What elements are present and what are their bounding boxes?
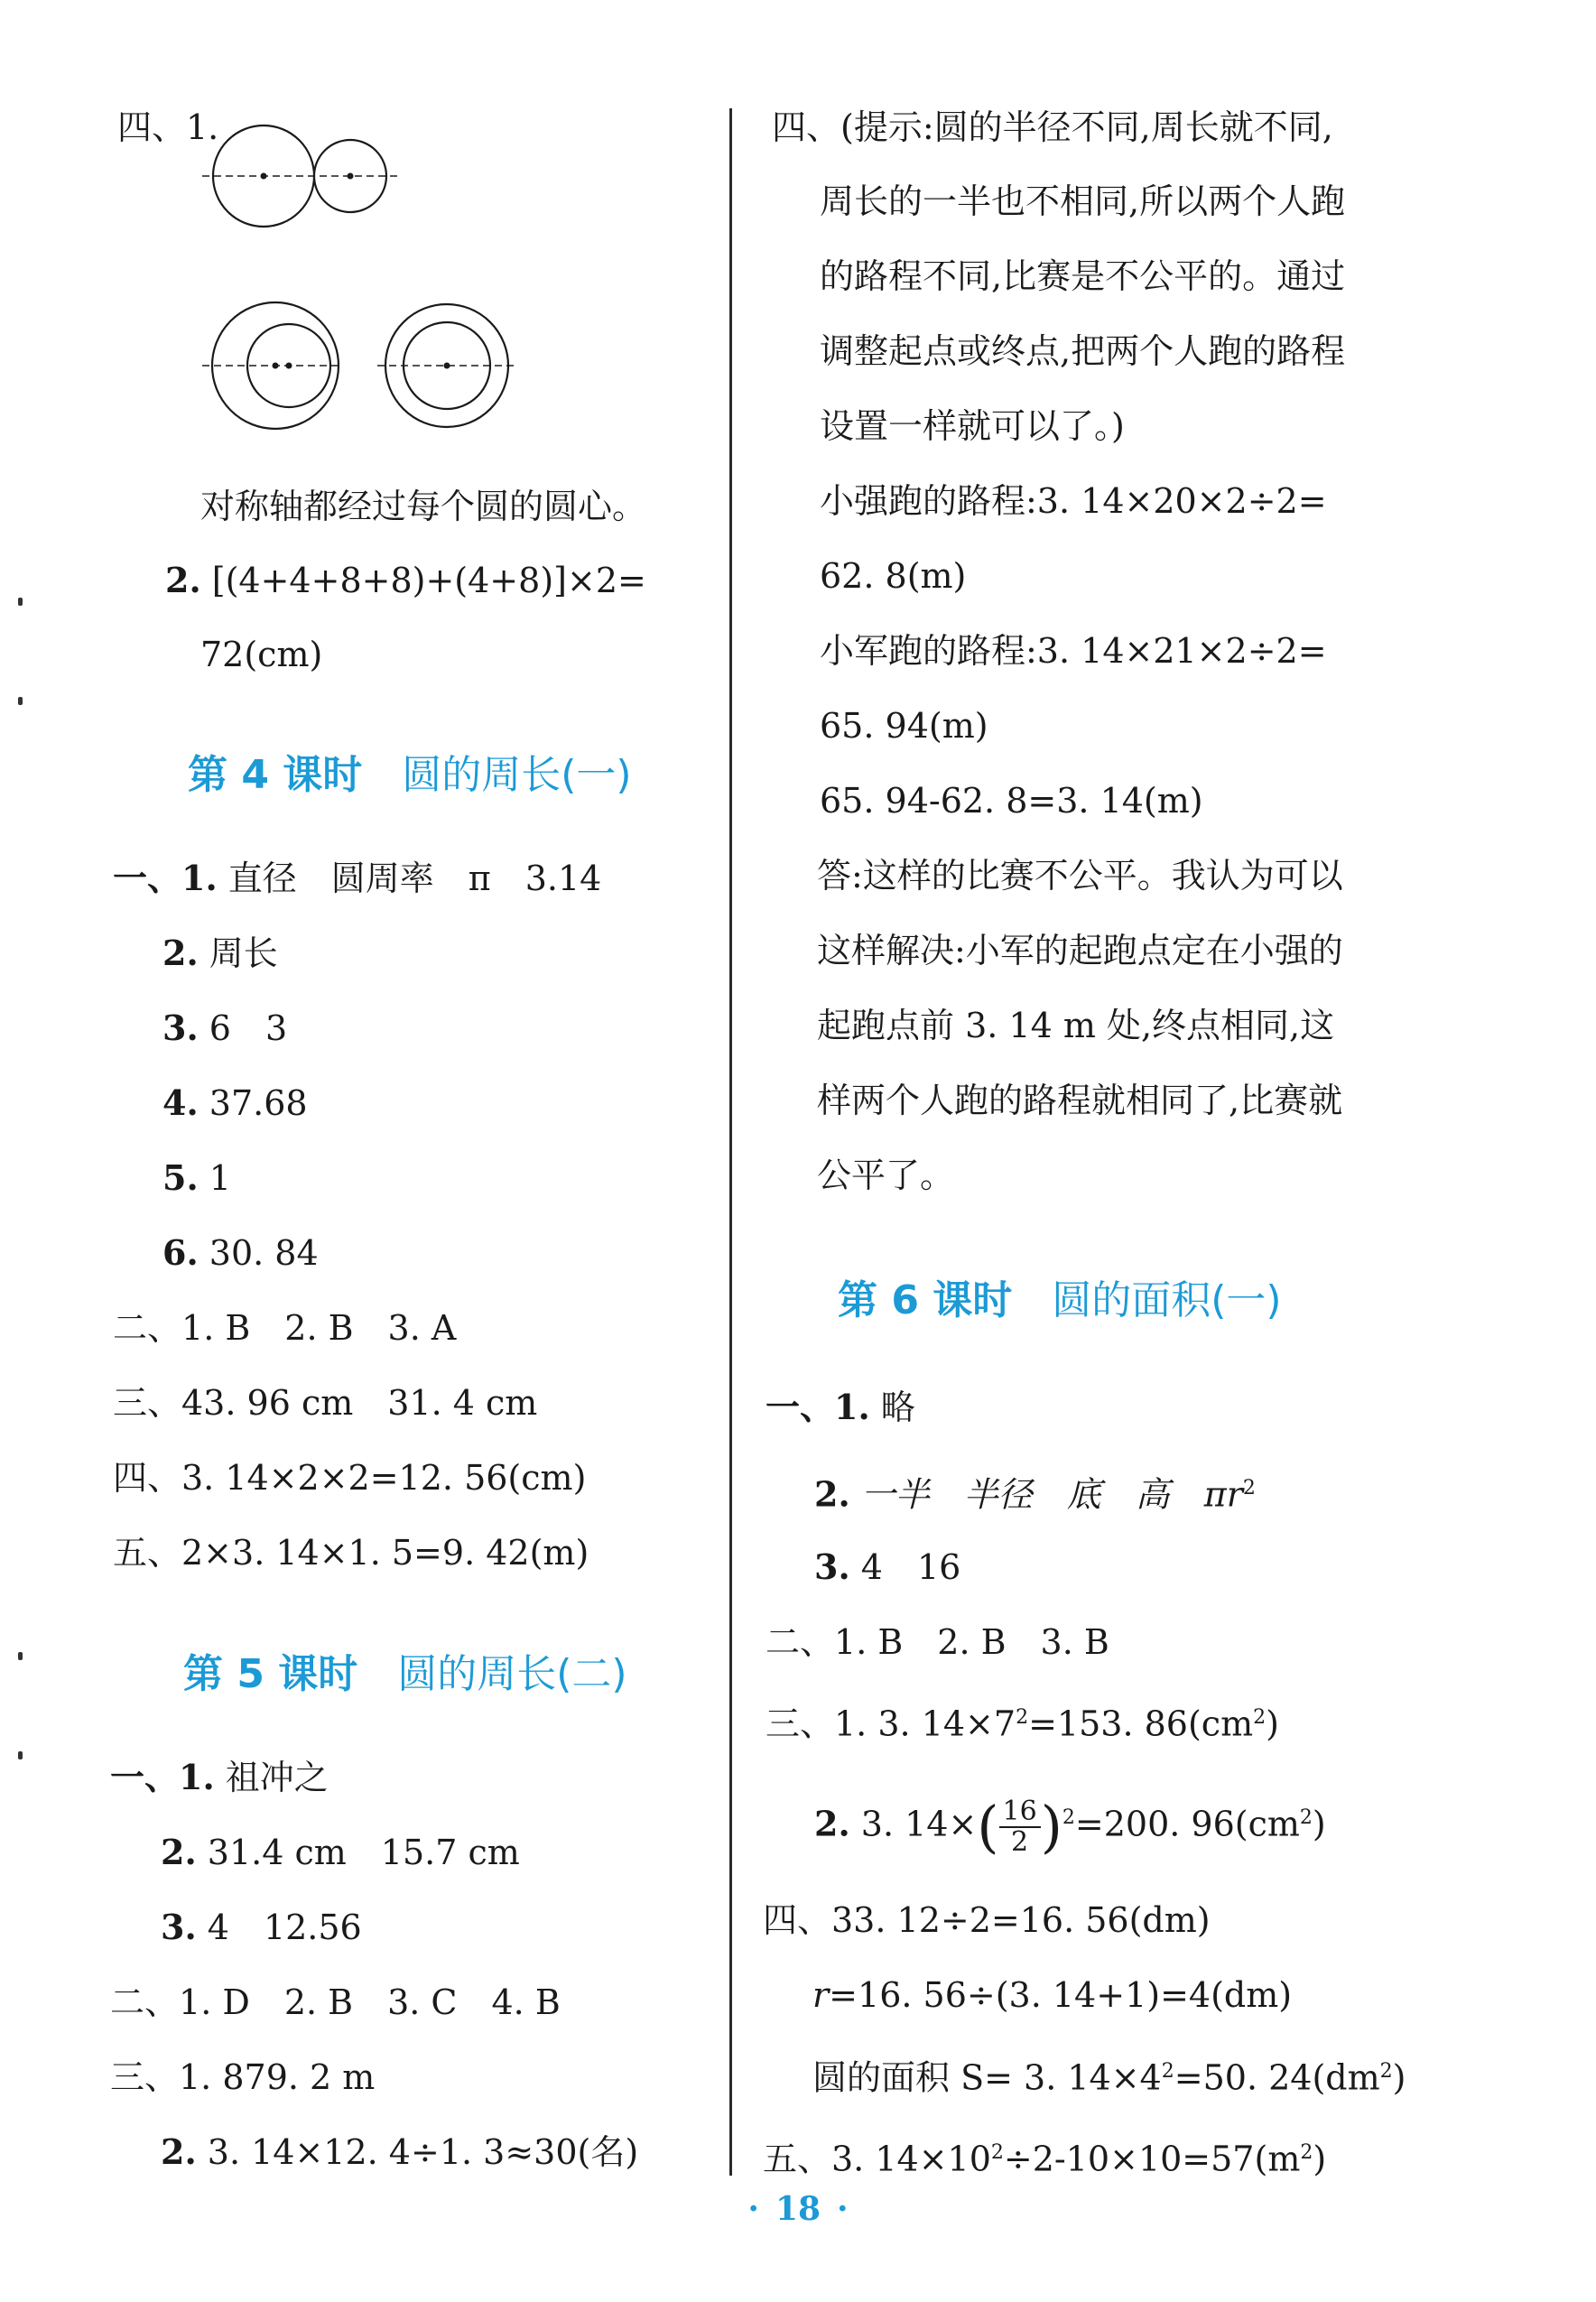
l4-si: 四、3. 14×2×2=12. 56(cm) [113,1458,587,1498]
difference: 65. 94-62. 8=3. 14(m) [820,781,1203,821]
l4-row2: 2. 周长 [162,933,278,973]
l6-wu: 五、3. $14\times 10^2\div 2-10\times 10=57(m^2)$ [763,2139,1327,2179]
answer-line-3: 起跑点前 3. 14 m 处,终点相同,这 [817,1006,1335,1045]
l4-row4: 4. 37.68 [162,1082,308,1123]
l5-row1: 一、1. 祖冲之 [110,1757,329,1797]
lesson4-title: 第 4 课时 圆的周长(一) [188,752,632,798]
hint-line-5: 设置一样就可以了。) [820,406,1125,446]
l5-san1: 三、1. 879. 2 m [110,2057,376,2097]
scan-mark [18,598,23,606]
l6-san2: 2. 3. 14×( $\frac{16}{2}$ )$^2$=200. $96(cm^2)$ [814,1794,1326,1861]
hint-line-4: 调整起点或终点,把两个人跑的路程 [820,331,1346,371]
xiaoqiang-line1: 小强跑的路程:3. 14×20×2÷2= [820,481,1327,521]
xiaojun-line1: 小军跑的路程:3. 14×21×2÷2= [820,631,1327,671]
hint-line-3: 的路程不同,比赛是不公平的。通过 [820,256,1346,296]
xiaojun-line2: 65. 94(m) [820,706,988,746]
l5-er: 二、1. D 2. B 3. C 4. B [110,1982,561,2022]
scan-mark [18,1751,23,1759]
answer-line-2: 这样解决:小军的起跑点定在小强的 [817,931,1343,970]
lesson5-title: 第 5 课时 圆的周长(二) [183,1651,627,1697]
scan-mark [18,697,23,705]
center-dot [273,363,279,369]
l6-si3: 圆的面积 S= 3. $14\times 4^2=50$. $24(dm^2)$ [812,2057,1406,2098]
circles-diagram [199,122,524,447]
l4-row5: 5. 1 [162,1157,231,1198]
l6-si1: 四、33. 12÷2=16. 56(dm) [763,1900,1211,1940]
l6-row3: 3. 4 16 [814,1546,961,1587]
l4-wu: 五、2×3. 14×1. 5=9. 42(m) [113,1533,589,1573]
center-dot [286,363,292,369]
center-dot [444,363,450,369]
l5-row3: 3. 4 12.56 [161,1907,362,1947]
symmetry-note: 对称轴都经过每个圆的圆心。 [200,487,647,526]
xiaoqiang-line2: 62. 8(m) [820,556,967,596]
center-dot [348,173,354,180]
column-divider [729,108,732,2176]
answer-line-5: 公平了。 [817,1156,955,1195]
l4-row3: 3. 6 3 [162,1007,288,1048]
l4-row6: 6. 30. 84 [162,1232,319,1273]
hint-line-1: 四、(提示:圆的半径不同,周长就不同, [772,107,1333,147]
q4-2-line2: 72(cm) [200,635,323,674]
l6-row1: 一、1. 略 [766,1387,915,1427]
l5-san2: 2. 3. 14×12. 4÷1. 3≈30(名) [161,2131,639,2172]
page-number: · 18 · [747,2190,849,2228]
scan-mark [18,1652,23,1660]
q4-label: 四、1. [117,107,219,147]
center-dot [261,173,267,180]
l6-san1: 三、1. 3. $14\times 7^2=153$. $86(cm^2)$ [766,1703,1279,1744]
q4-2-line1: 2. [(4+4+8+8)+(4+8)]×2= [165,560,646,600]
answer-line-4: 样两个人跑的路程就相同了,比赛就 [817,1081,1343,1120]
hint-line-2: 周长的一半也不相同,所以两个人跑 [820,181,1346,221]
l5-row2: 2. 31.4 cm 15.7 cm [161,1832,520,1872]
fraction: $\frac{16}{2}$ [999,1797,1041,1857]
l6-er: 二、1. B 2. B 3. B [766,1622,1109,1662]
l4-row1: 一、1. 直径 圆周率 π 3.14 [113,858,602,898]
answer-line-1: 答:这样的比赛不公平。我认为可以 [817,856,1343,896]
tangent-circles-figure [202,125,397,227]
l6-row2: 2. 一半 半径 底 高 $\pi r^2$ [814,1473,1256,1515]
l4-er: 二、1. B 2. B 3. A [113,1308,457,1348]
lesson6-title: 第 6 课时 圆的面积(一) [838,1277,1282,1323]
l6-si2: r=16. 56÷(3. 14+1)=4(dm) [812,1975,1293,2015]
l4-san: 三、43. 96 cm 31. 4 cm [113,1383,538,1423]
